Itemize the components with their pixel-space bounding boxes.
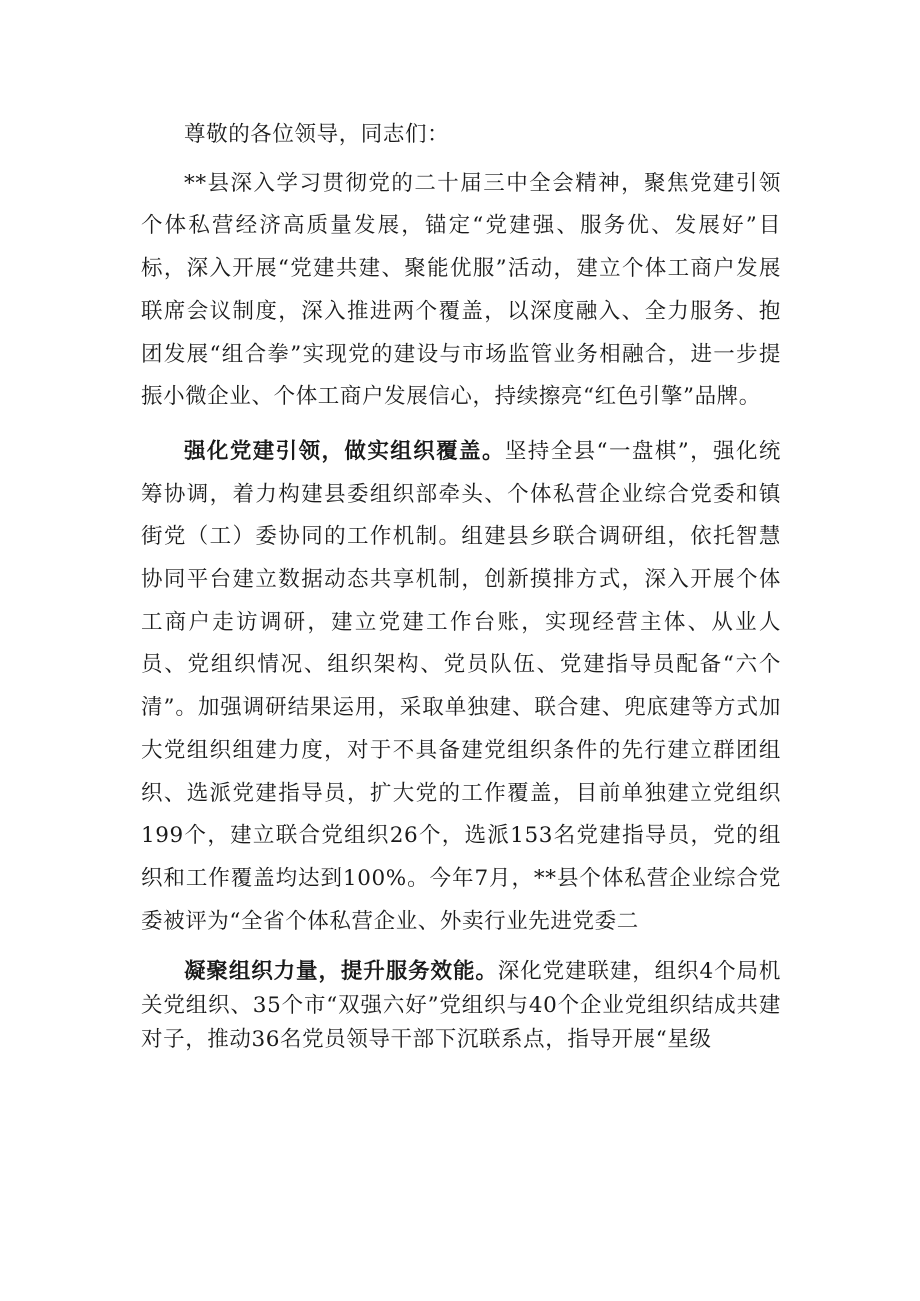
salutation: 尊敬的各位领导，同志们： [184,122,450,147]
section-heading-service-efficiency: 凝聚组织力量，提升服务效能。 [184,959,498,985]
section-heading-organization-coverage: 强化党建引领，做实组织覆盖。 [184,438,505,464]
section-organization-coverage [141,431,781,943]
section-body-service-efficiency: 深化党建联建，组织4个局机关党组织、35个市“双强六好”党组织与40个企业党组织结成共建对子，推动36名党员领导干部下沉联系点，指导开展“星级 [141,959,782,1053]
intro-paragraph: **县深入学习贯彻党的二十届三中全会精神，聚焦党建引领个体私营经济高质量发展，锚定“党建强、服务优、发展好”目标，深入开展“党建共建、聚能优服”活动，建立个体工商户发展联席会议制度，深入推进两个覆盖，以深度融入、全力服务、抱团发展“组合拳”实现党的建设与市场监管业务相融合，进一步提振小微企业、个体工商户发展信心，持续擦亮“红色引擎”品牌。 [141,170,781,410]
section-service-efficiency [141,955,781,1057]
document-body [141,114,781,1057]
section-body-organization-coverage: 坚持全县“一盘棋”，强化统筹协调，着力构建县委组织部牵头、个体私营企业综合党委和镇街党（工）委协同的工作机制。组建县乡联合调研组，依托智慧协同平台建立数据动态共享机制，创新摸排方式，深入开展个体工商户走访调研，建立党建工作台账，实现经营主体、从业人员、党组织情况、组织架构、党员队伍、党建指导员配备“六个清”。加强调研结果运用，采取单独建、联合建、兜底建等方式加大党组织组建力度，对于不具备建党组织条件的先行建立群团组织、选派党建指导员，扩大党的工作覆盖，目前单独建立党组织199个，建立联合党组织26个，选派153名党建指导员，党的组织和工作覆盖均达到100%。今年7月，**县个体私营企业综合党委被评为“全省个体私营企业、外卖行业先进党委二 [141,438,781,934]
